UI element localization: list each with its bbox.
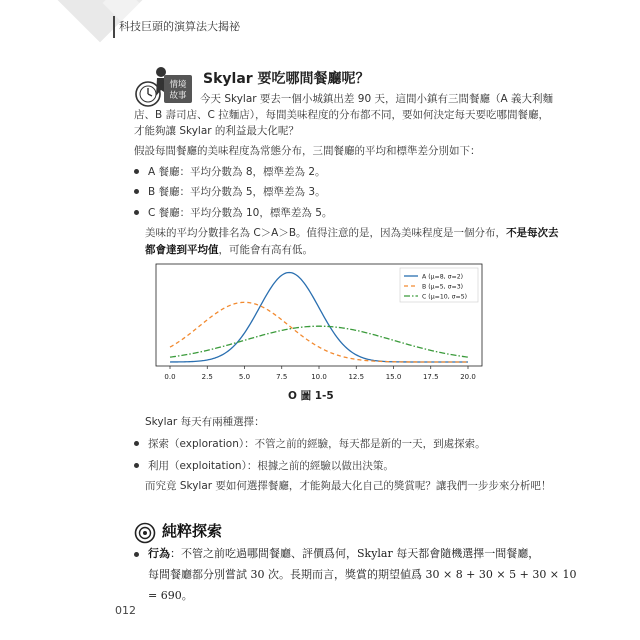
target-icon <box>134 522 156 544</box>
restaurant-a-item: A 餐廳：平均分數為 8，標準差為 2。 <box>134 164 326 179</box>
behavior-line-1: 行為：不管之前吃過哪間餐廳、評價爲何，Skylar 每天都會隨機選擇一間餐廳， <box>148 547 540 560</box>
choice-exploitation: 利用（exploitation）：根據之前的經驗以做出決策。 <box>134 458 394 473</box>
page-number: 012 <box>115 604 136 617</box>
legend-label-2: C (μ=10, σ=5) <box>422 293 468 301</box>
story-title: Skylar 要吃哪間餐廳呢？ <box>203 71 370 87</box>
choices-intro: Skylar 每天有兩種選擇： <box>145 416 265 428</box>
intro-line-2: 店、B 壽司店、C 拉麵店），每間美味程度的分布都不同，要如何決定每天要吃哪間餐廳， <box>134 109 549 121</box>
story-badge-line1: 情境 <box>169 80 187 90</box>
intro-line-3: 才能夠讓 Skylar 的利益最大化呢？ <box>134 125 299 137</box>
x-tick-label: 10.0 <box>311 373 327 381</box>
restaurant-b-item: B 餐廳：平均分數為 5，標準差為 3。 <box>134 184 326 199</box>
analysis-question: 而究竟 Skylar 要如何選擇餐廳，才能夠最大化自己的獎賞呢？讓我們一步步來分析吧！ <box>145 480 552 492</box>
story-badge-line2: 故事 <box>169 91 187 101</box>
bullet-icon <box>134 463 139 468</box>
restaurant-c-item: C 餐廳：平均分數為 10，標準差為 5。 <box>134 205 332 220</box>
bullet-icon <box>134 441 139 446</box>
bullet-icon <box>134 552 139 557</box>
x-tick-label: 5.0 <box>238 373 251 381</box>
behavior-line-3: = 690。 <box>148 589 193 602</box>
x-tick-label: 7.5 <box>276 373 288 381</box>
x-tick-label: 2.5 <box>201 373 213 381</box>
choice-exploration: 探索（exploration）：不管之前的經驗，每天都是新的一天，到處探索。 <box>134 436 486 451</box>
intro-line-1: 今天 Skylar 要去一個小城鎮出差 90 天，這間小鎮有三間餐廳（A 義大利麵 <box>200 93 553 105</box>
behavior-bullet <box>134 549 148 561</box>
x-tick-label: 17.5 <box>422 373 439 381</box>
ranking-line-2: 都會達到平均值，可能會有高有低。 <box>145 244 313 256</box>
bullet-icon <box>134 189 139 194</box>
running-header-title: 科技巨頭的演算法大揭祕 <box>119 20 240 33</box>
assumption-text: 假設每間餐廳的美味程度為常態分布，三間餐廳的平均和標準差分別如下： <box>134 145 481 157</box>
ranking-line-1: 美味的平均分數排名為 C＞A＞B。值得注意的是，因為美味程度是一個分布，不是每次去 <box>145 227 559 239</box>
bullet-icon <box>134 210 139 215</box>
behavior-line-2: 每間餐廳都分別嘗試 30 次。長期而言，獎賞的期望値爲 30 × 8 + 30 × 5 + 30 × 10 <box>148 568 577 581</box>
x-tick-label: 0.0 <box>164 373 176 381</box>
story-badge-icon <box>134 64 194 108</box>
legend-label-0: A (μ=8, σ=2) <box>422 273 464 281</box>
header-rule <box>113 16 115 38</box>
legend-label-1: B (μ=5, σ=3) <box>422 283 464 291</box>
x-tick-label: 20.0 <box>460 373 476 381</box>
x-tick-label: 15.0 <box>385 373 402 381</box>
figure-caption: Ο 圖 1-5 <box>288 390 334 402</box>
x-tick-label: 12.5 <box>348 373 365 381</box>
distribution-chart <box>148 262 486 392</box>
section-title: 純粹探索 <box>162 522 223 540</box>
bullet-icon <box>134 169 139 174</box>
